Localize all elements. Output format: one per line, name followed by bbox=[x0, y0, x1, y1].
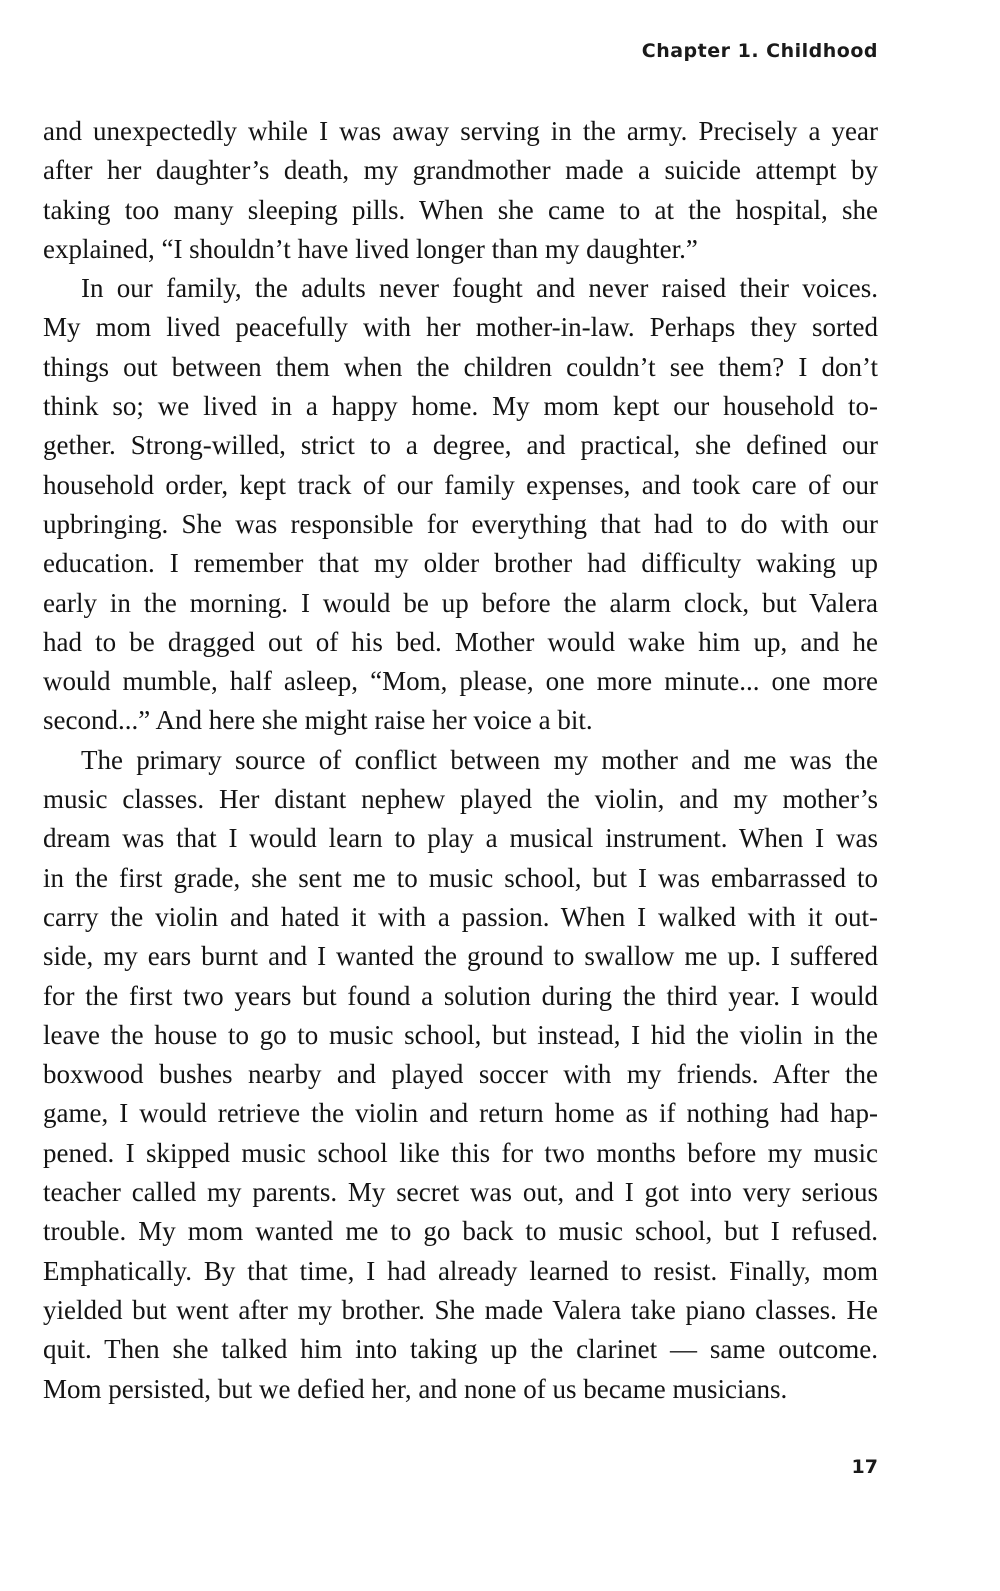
text-line: taking too many sleeping pills. When she came to at the hospital, she bbox=[43, 194, 878, 225]
text-line: trouble. My mom wanted me to go back to music school, but I refused. bbox=[43, 1216, 878, 1247]
text-line: quit. Then she talked him into taking up the clarinet — same outcome. bbox=[43, 1334, 878, 1365]
paragraph bbox=[43, 269, 878, 741]
text-line: in the first grade, she sent me to music school, but I was embarrassed to bbox=[43, 862, 878, 893]
text-line: teacher called my parents. My secret was out, and I got into very serious bbox=[43, 1177, 878, 1208]
text-line: leave the house to go to music school, but instead, I hid the violin in the bbox=[43, 1019, 878, 1050]
text-line: would mumble, half asleep, “Mom, please, one more minute... one more bbox=[43, 666, 878, 697]
text-line: The primary source of conflict between my mother and me was the bbox=[81, 744, 878, 775]
text-line: boxwood bushes nearby and played soccer with my friends. After the bbox=[43, 1059, 878, 1090]
running-header-chapter-title: Chapter 1. Childhood bbox=[641, 40, 878, 62]
text-line: upbringing. She was responsible for everything that had to do with our bbox=[43, 508, 878, 539]
text-line: second...” And here she might raise her voice a bit. bbox=[43, 705, 593, 736]
text-line: pened. I skipped music school like this for two months before my music bbox=[43, 1137, 878, 1168]
text-line: In our family, the adults never fought and never raised their voices. bbox=[81, 273, 878, 304]
text-line: for the first two years but found a solution during the third year. I would bbox=[43, 980, 878, 1011]
text-line: Mom persisted, but we defied her, and none of us became musicians. bbox=[43, 1373, 788, 1404]
text-line: things out between them when the children couldn’t see them? I don’t bbox=[43, 351, 878, 382]
paragraph bbox=[43, 741, 878, 1409]
text-line: education. I remember that my older brother had difficulty waking up bbox=[43, 548, 878, 579]
text-line: early in the morning. I would be up before the alarm clock, but Valera bbox=[43, 587, 878, 618]
text-line: think so; we lived in a happy home. My mom kept our household to- bbox=[43, 391, 878, 422]
text-line: game, I would retrieve the violin and return home as if nothing had hap- bbox=[43, 1098, 878, 1129]
text-line: had to be dragged out of his bed. Mother would wake him up, and he bbox=[43, 626, 878, 657]
text-line: dream was that I would learn to play a musical instrument. When I was bbox=[43, 823, 878, 854]
text-line: household order, kept track of our family expenses, and took care of our bbox=[43, 469, 878, 500]
paragraph bbox=[43, 112, 878, 269]
text-line: side, my ears burnt and I wanted the ground to swallow me up. I suffered bbox=[43, 941, 878, 972]
text-line: music classes. Her distant nephew played the violin, and my mother’s bbox=[43, 784, 878, 815]
body-text bbox=[43, 112, 878, 1409]
text-line: yielded but went after my brother. She made Valera take piano classes. He bbox=[43, 1294, 878, 1325]
text-line: and unexpectedly while I was away serving in the army. Precisely a year bbox=[43, 116, 878, 146]
text-line: explained, “I shouldn’t have lived longer than my daughter.” bbox=[43, 233, 698, 264]
text-line: Emphatically. By that time, I had already learned to resist. Finally, mom bbox=[43, 1255, 878, 1286]
text-line: carry the violin and hated it with a passion. When I walked with it out- bbox=[43, 901, 878, 932]
text-line: after her daughter’s death, my grandmother made a suicide attempt by bbox=[43, 155, 878, 186]
text-line: My mom lived peacefully with her mother-in-law. Perhaps they sorted bbox=[43, 312, 878, 343]
text-line: gether. Strong-willed, strict to a degree, and practical, she defined our bbox=[43, 430, 878, 461]
page-number: 17 bbox=[851, 1456, 878, 1478]
